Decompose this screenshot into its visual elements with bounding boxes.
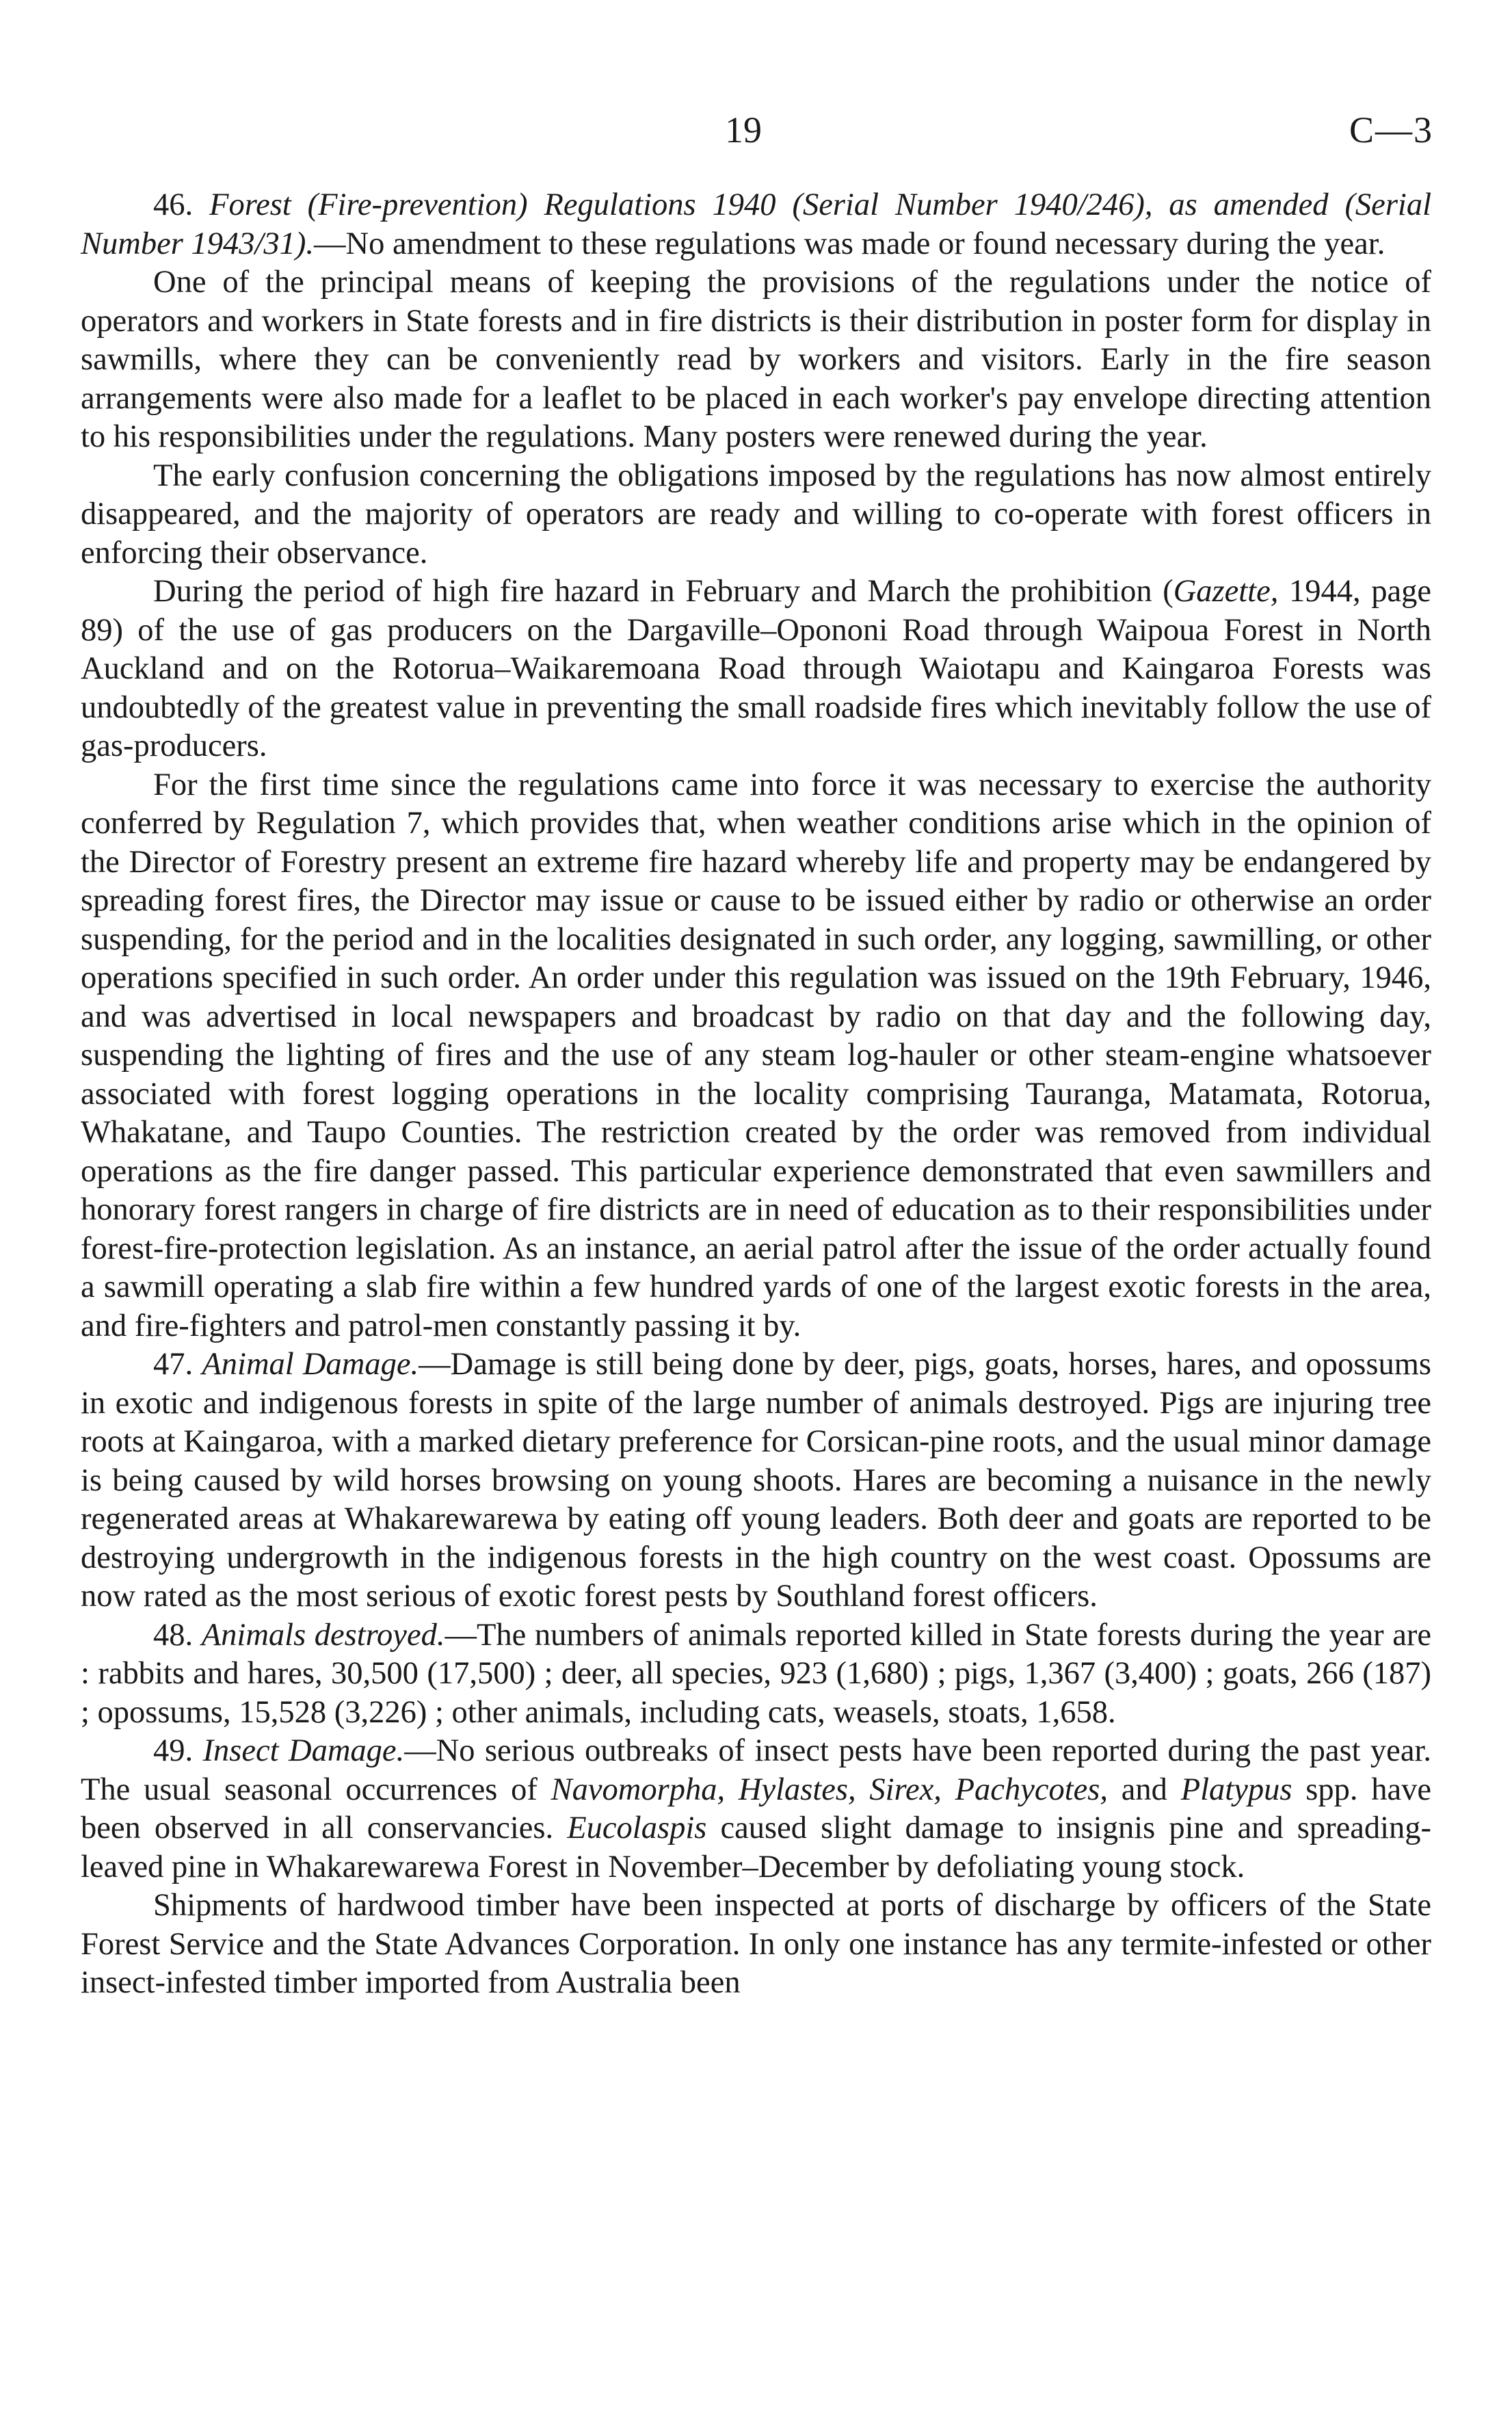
paragraph-text: The early confusion concerning the obligations imposed by the regulations has now almost entirely disappeared, and the majority of operators are ready and willing to co-operate with forest officers in enforcing their observance. — [81, 458, 1431, 570]
paragraph-49 — [81, 1732, 1431, 1887]
document-code: C—3 — [1349, 109, 1433, 150]
paragraph-number: 46. — [153, 187, 194, 222]
paragraph-heading: Forest (Fire-prevention) Regulations 1940 (Serial Number 1940/246), as amended (Serial Number 1943/31). — [81, 187, 1431, 261]
paragraph-heading: Animals destroyed. — [201, 1617, 445, 1653]
species-name-platypus: Platypus — [1180, 1772, 1292, 1807]
paragraph-text: —No serious outbreaks of insect pests have been reported during the past year. The usual seasonal occurrences of — [81, 1733, 1432, 1807]
species-names: Navomorpha, Hylastes, Sirex, Pachycotes, — [551, 1772, 1108, 1807]
paragraph-text: spp. have been observed in all conservancies. — [81, 1772, 1431, 1845]
paragraph-48 — [81, 1616, 1431, 1733]
paragraph-text: Shipments of hardwood timber have been inspected at ports of discharge by officers of the State Forest Service and the State Advances Corporation. In only one instance has any termite-infested or other insect-infested timber imported from Australia been — [81, 1888, 1431, 2000]
paragraph-text: One of the principal means of keeping the provisions of the regulations under the notice of operators and workers in State forests and in fire districts is their distribution in poster form for display in sawmills, where they can be conveniently read by workers and visitors. Early in the fire season arrangements were also made for a leaflet to be placed in each worker's pay envelope directing attention to his responsibilities under the regulations. Many posters were renewed during the year. — [81, 265, 1431, 454]
paragraph-text: caused slight damage to insignis pine and spreading-leaved pine in Whakarewarewa Forest in November–December by defoliating young stock. — [81, 1811, 1432, 1884]
paragraph-46 — [81, 186, 1431, 263]
paragraph-posters — [81, 263, 1431, 457]
paragraph-text: and — [1108, 1772, 1181, 1807]
paragraph-text: During the period of high fire hazard in February and March the prohibition ( — [153, 574, 1173, 609]
paragraph-text: —Damage is still being done by deer, pigs, goats, horses, hares, and opossums in exotic and indigenous forests in spite of the large number of animals destroyed. Pigs are injuring tree roots at Kaingaroa, with a marked dietary preference for Corsican-pine roots, and the usual minor damage is being caused by wild horses browsing on young shoots. Hares are becoming a nuisance in the newly regenerated areas at Whakarewarewa by eating off young leaders. Both deer and goats are reported to be destroying undergrowth in the indigenous forests in the high country on the west coast. Opossums are now rated as the most serious of exotic forest pests by Southland forest officers. — [81, 1347, 1431, 1614]
paragraph-47 — [81, 1345, 1431, 1616]
paragraph-heading: Insect Damage. — [202, 1733, 405, 1768]
paragraph-shipments — [81, 1887, 1431, 2003]
paragraph-gas-producers — [81, 573, 1431, 766]
paragraph-heading: Animal Damage. — [202, 1347, 419, 1382]
paragraph-confusion — [81, 457, 1431, 573]
gazette-reference: Gazette, — [1173, 574, 1279, 609]
page-header — [0, 103, 1512, 157]
paragraph-regulation-7 — [81, 766, 1431, 1346]
paragraph-number: 47. — [153, 1347, 194, 1382]
paragraph-number: 48. — [153, 1617, 194, 1653]
paragraph-number: 49. — [153, 1733, 194, 1768]
page-number: 19 — [725, 109, 762, 150]
paragraph-text: —No amendment to these regulations was made or found necessary during the year. — [314, 226, 1385, 261]
paragraph-text: 1944, page 89) of the use of gas producers on the Dargaville–Opononi Road through Waipoua Forest in North Auckland and on the Rotorua–Waikaremoana Road through Waiotapu and Kaingaroa Forests was undoubtedly of the greatest value in preventing the small roadside fires which inevitably follow the use of gas-producers. — [81, 574, 1431, 763]
paragraph-text: —The numbers of animals reported killed in State forests during the year are : rabbits and hares, 30,500 (17,500) ; deer, all species, 923 (1,680) ; pigs, 1,367 (3,400) ; goats, 266 (187) ; opossums, 15,528 (3,226) ; other animals, including cats, weasels, stoats, 1,658. — [81, 1617, 1432, 1730]
body-text — [81, 186, 1431, 2003]
species-name-eucolaspis: Eucolaspis — [567, 1811, 707, 1845]
paragraph-text: For the first time since the regulations came into force it was necessary to exercise the authority conferred by Regulation 7, which provides that, when weather conditions arise which in the opinion of the Director of Forestry present an extreme fire hazard whereby life and property may be endangered by spreading forest fires, the Director may issue or cause to be issued either by radio or otherwise an order suspending, for the period and in the localities designated in such order, any logging, sawmilling, or other operations specified in such order. An order under this regulation was issued on the 19th February, 1946, and was advertised in local newspapers and broadcast by radio on that day and the following day, suspending the lighting of fires and the use of any steam log-hauler or other steam-engine whatsoever associated with forest logging operations in the locality comprising Tauranga, Matamata, Rotorua, Whakatane, and Taupo Counties. The restriction created by the order was removed from individual operations as the fire danger passed. This particular experience demonstrated that even sawmillers and honorary forest rangers in charge of fire districts are in need of education as to their responsibilities under forest-fire-protection legislation. As an instance, an aerial patrol after the issue of the order actually found a sawmill operating a slab fire within a few hundred yards of one of the largest exotic forests in the area, and fire-fighters and patrol-men constantly passing it by. — [81, 767, 1431, 1343]
